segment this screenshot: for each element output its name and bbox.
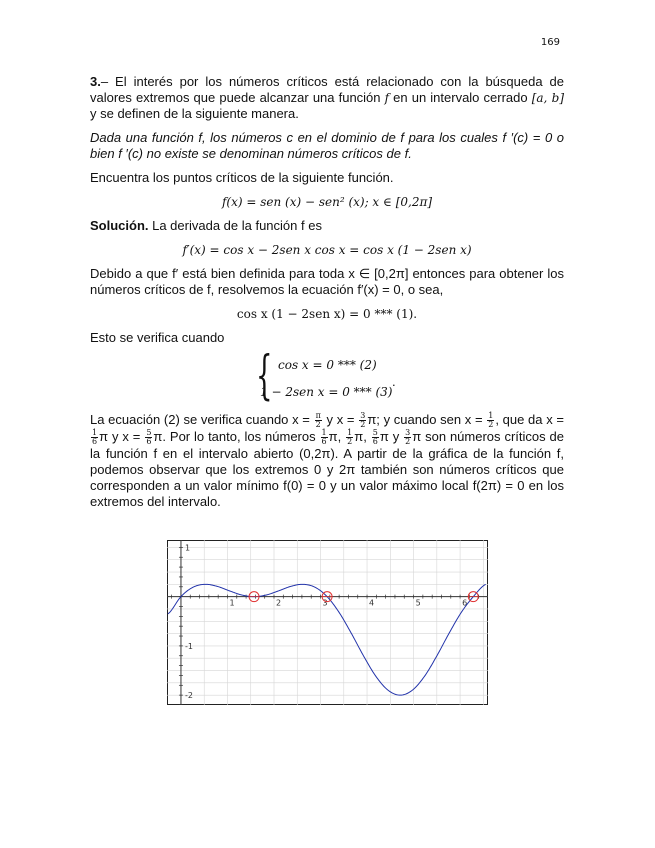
intro-text-3: y se definen de la siguiente manera. [90, 106, 299, 121]
verify-paragraph: Esto se verifica cuando [90, 330, 225, 345]
solution-label: Solución. [90, 218, 149, 233]
exercise-number: 3. [90, 74, 101, 89]
x-tick-label: 4 [369, 598, 375, 608]
domain-paragraph: Debido a que f′ está bien definida para toda x ∈ [0,2π] entonces para obtener los números críticos de f, resolvemos la ecuación f′(x) = 0, o sea, [90, 266, 564, 297]
system-line-2: 1 − 2sen x = 0 *** (3) [260, 385, 393, 399]
solution-paragraph [90, 218, 564, 234]
fraction: $\frac{1}{6}$ [321, 428, 327, 447]
intro-text-1: – El interés por los números críticos está relacionado con la búsqueda de valores extremos que puede alcanzar una función [90, 74, 564, 105]
results-text: , que da x = [495, 412, 564, 427]
fraction: $\frac{5}{6}$ [146, 428, 152, 447]
results-text: π. Por lo tanto, los números [153, 429, 320, 445]
x-tick-label: 5 [415, 598, 421, 608]
fraction: $\frac{\pi}{2}$ [315, 411, 321, 430]
y-tick-label: -1 [184, 641, 193, 651]
x-tick-label: 2 [276, 598, 282, 608]
critical-equation: cos x (1 − 2sen x) = 0 *** (1). [236, 307, 418, 321]
system-line-1: cos x = 0 *** (2) [278, 358, 377, 372]
solution-text: La derivada de la función f es [148, 218, 322, 233]
derivative-equation: f′(x) = cos x − 2sen x cos x = cos x (1 − 2sen x) [182, 243, 472, 257]
results-text: π y [379, 429, 404, 445]
results-paragraph [90, 412, 564, 510]
intro-text-2: en un intervalo cerrado [389, 90, 532, 105]
function-graph [167, 540, 488, 705]
results-text: π, [328, 429, 346, 445]
y-tick-label: 1 [184, 543, 191, 553]
y-tick-label: -2 [184, 691, 193, 701]
definition-paragraph: Dada una función f, los números c en el dominio de f para los cuales f ′(c) = 0 o bien f ′(c) no existe se denominan números críticos de f. [90, 130, 564, 161]
fraction: $\frac{1}{6}$ [92, 428, 98, 447]
x-tick-label: 1 [229, 598, 235, 608]
graph-frame [168, 541, 488, 705]
x-tick-label: 6 [462, 598, 468, 608]
results-text: y x = [322, 412, 359, 427]
system-dot: . [392, 374, 396, 389]
math-interval: [a, b] [531, 91, 564, 105]
instruction-paragraph: Encuentra los puntos críticos de la siguiente función. [90, 170, 394, 185]
fraction: $\frac{3}{2}$ [405, 428, 411, 447]
results-text: La ecuación (2) se verifica cuando x = [90, 412, 314, 427]
results-text: π, [354, 429, 371, 445]
brace-icon: { [256, 346, 273, 406]
fraction: $\frac{1}{2}$ [488, 411, 494, 430]
page-number: 169 [540, 37, 560, 48]
equation-system [256, 346, 458, 406]
document-body [90, 74, 564, 518]
math-f: f [384, 91, 390, 105]
results-text: π; y cuando sen x = [367, 412, 487, 427]
fraction: $\frac{1}{2}$ [347, 428, 353, 447]
fraction: $\frac{3}{2}$ [360, 411, 366, 430]
fraction: $\frac{5}{6}$ [372, 428, 378, 447]
function-equation: f(x) = sen (x) − sen² (x); x ∈ [0,2π] [221, 195, 433, 209]
x-tick-label: 3 [322, 598, 328, 608]
results-text: π son números críticos de la función f en el intervalo abierto (0,2π). A partir de la gráfica de la función f, podemos observar que los extremos 0 y 2π también son números críticos que corresponden a un valor mínimo f(0) = 0 y un valor máximo local f(2π) = 0 en los extremos del intervalo. [90, 429, 564, 510]
results-text: π y x = [99, 429, 145, 445]
paragraph-intro [90, 74, 564, 122]
